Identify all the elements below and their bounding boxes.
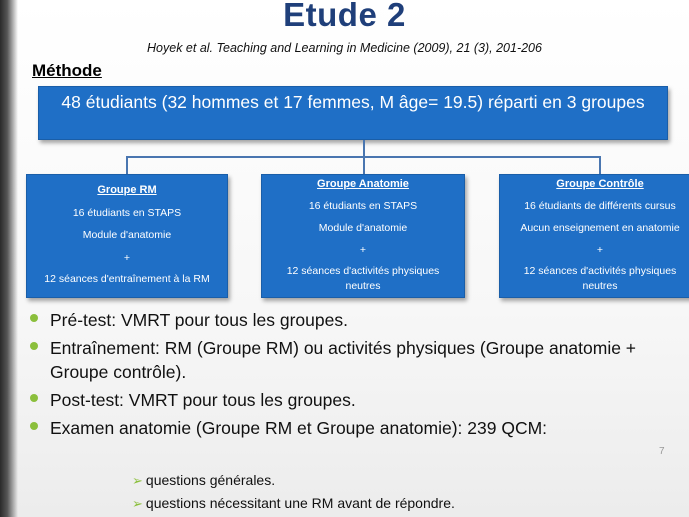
group-title: Groupe Contrôle [556,178,644,190]
connector-right [599,156,601,174]
group-line: Module d'anatomie [82,229,172,241]
citation: Hoyek et al. Teaching and Learning in Medicine (2009), 21 (3), 201-206 [147,41,542,55]
bullet-item: Pré-test: VMRT pour tous les groupes. [30,308,670,332]
bullet-dot-icon [30,342,38,350]
group-box-controle [499,174,689,298]
group-box-anatomie [261,174,465,298]
connector-left [126,156,128,174]
group-plus: + [596,244,604,256]
group-line: 16 étudiants de différents cursus [524,200,676,212]
window-edge [0,0,18,517]
group-plus: + [123,252,131,264]
section-label: Méthode [32,61,102,80]
bullet-item: Examen anatomie (Groupe RM et Groupe anatomie): 239 QCM: [30,416,570,440]
slide-title: Etude 2 [283,0,406,33]
group-line: 12 séances d'activités physiques [523,265,677,277]
group-title: Groupe Anatomie [317,178,409,190]
sub-bullet-item: ➢ questions générales. [132,472,276,488]
bullet-dot-icon [30,314,38,322]
bullet-item: Post-test: VMRT pour tous les groupes. [30,388,670,412]
group-line: Module d'anatomie [318,222,408,234]
page-number: 7 [659,446,665,457]
bullet-dot-icon [30,422,38,430]
group-plus: + [359,244,367,256]
group-title: Groupe RM [97,184,157,196]
bullet-dot-icon [30,394,38,402]
summary-box: 48 étudiants (32 hommes et 17 femmes, M âge= 19.5) réparti en 3 groupes [38,86,668,140]
arrow-icon: ➢ [132,473,143,488]
bullet-list [30,308,670,440]
connector-middle [363,156,365,174]
group-line: 12 séances d'activités physiques [286,265,440,277]
group-line: 16 étudiants en STAPS [72,207,182,219]
connector-vertical-main [363,140,365,157]
group-line: neutres [345,280,381,292]
group-line: 12 séances d'entraînement à la RM [44,273,210,285]
group-line: 16 étudiants en STAPS [308,200,418,212]
group-line: Aucun enseignement en anatomie [520,222,680,234]
group-box-rm [26,174,228,298]
sub-bullet-item: ➢ questions nécessitant une RM avant de répondre. [132,495,455,511]
group-line: neutres [582,280,618,292]
arrow-icon: ➢ [132,496,143,511]
bullet-item: Entraînement: RM (Groupe RM) ou activités physiques (Groupe anatomie + Groupe contrôle). [30,336,670,384]
